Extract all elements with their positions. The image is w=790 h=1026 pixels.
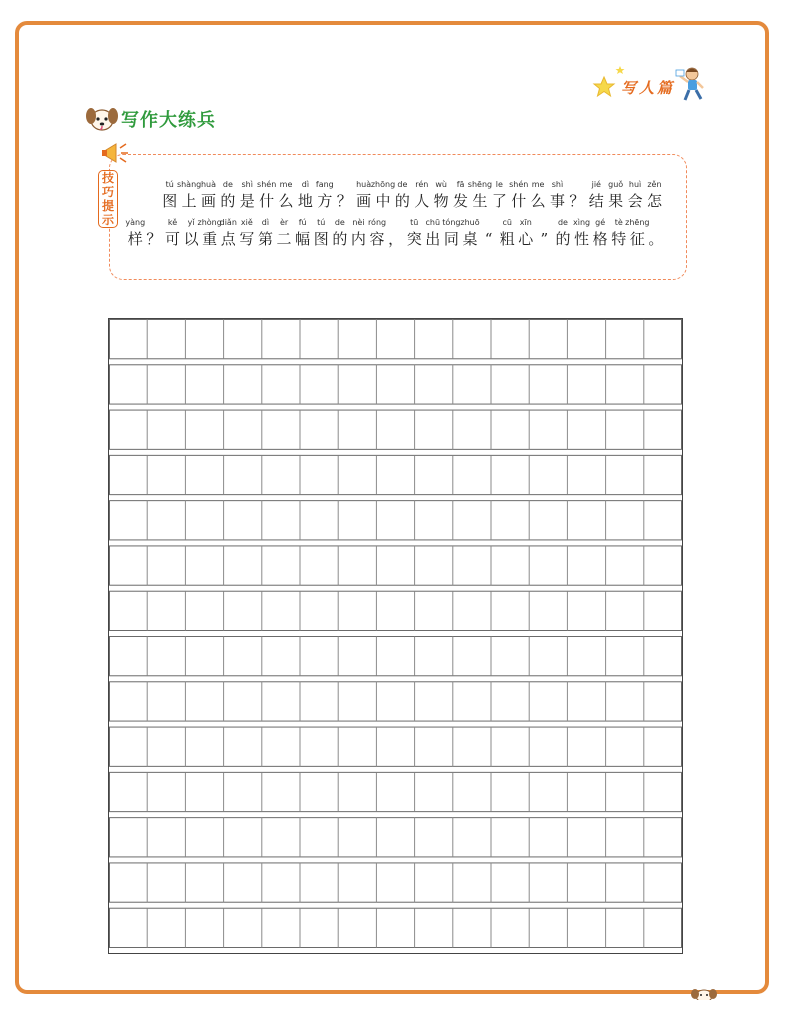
hanzi-text: 果	[608, 192, 624, 210]
hanzi-text: 画	[356, 192, 372, 210]
writing-grid	[108, 318, 683, 954]
pinyin-text: tè	[614, 218, 623, 227]
pinyin-text: èr	[279, 218, 289, 227]
hanzi-text: 物	[433, 192, 449, 210]
pinyin-text: huà	[200, 180, 216, 189]
hanzi-text: 了	[491, 192, 507, 210]
pinyin-cell	[606, 179, 625, 211]
pinyin-text: rén	[415, 180, 429, 189]
pinyin-cell	[625, 217, 650, 249]
tip-label-char: 技	[101, 171, 114, 185]
hanzi-text: 什	[259, 192, 275, 210]
pinyin-text: dì	[301, 180, 310, 189]
hanzi-text: 突	[406, 230, 422, 248]
writing-grid-row	[110, 863, 682, 902]
pinyin-text: huà	[356, 180, 372, 189]
hanzi-text: “	[484, 230, 493, 248]
pinyin-cell	[386, 217, 405, 249]
writing-grid-row	[110, 320, 682, 359]
hanzi-text: 什	[511, 192, 527, 210]
pinyin-cell	[498, 217, 517, 249]
hanzi-text: 画	[200, 192, 216, 210]
writing-grid-row	[110, 637, 682, 676]
hanzi-text: 中	[375, 192, 391, 210]
pinyin-text: de	[397, 180, 408, 189]
pinyin-cell	[516, 217, 535, 249]
pinyin-cell	[412, 179, 431, 211]
hanzi-text: 么	[278, 192, 294, 210]
tip-label-char: 示	[101, 213, 114, 227]
pinyin-text: shì	[241, 180, 253, 189]
tip-label-char: 巧	[101, 185, 114, 199]
hanzi-text: 性	[574, 230, 590, 248]
hanzi-text: ？	[336, 192, 352, 210]
pinyin-cell	[257, 179, 276, 211]
pinyin-cell	[645, 179, 664, 211]
pinyin-text: guǒ	[608, 180, 624, 189]
pinyin-text: yǐ	[187, 218, 195, 227]
writing-grid-row	[110, 410, 682, 449]
pinyin-cell	[238, 217, 257, 249]
pinyin-text: shén	[257, 180, 277, 189]
pinyin-cell	[349, 217, 368, 249]
pinyin-text: xīn	[519, 218, 532, 227]
pinyin-text: me	[279, 180, 293, 189]
pinyin-text: de	[557, 218, 568, 227]
pinyin-text: le	[495, 180, 503, 189]
pinyin-cell	[461, 217, 480, 249]
pinyin-cell	[647, 217, 666, 249]
pinyin-cell	[256, 217, 275, 249]
hanzi-text: 的	[394, 192, 410, 210]
pinyin-text: zhòng	[197, 218, 222, 227]
hanzi-text: 的	[332, 230, 348, 248]
hanzi-text: 容	[369, 230, 385, 248]
hanzi-text: 人	[414, 192, 430, 210]
pinyin-cell	[625, 179, 644, 211]
pinyin-cell	[275, 217, 294, 249]
pinyin-text: de	[334, 218, 345, 227]
pinyin-cell	[145, 217, 164, 249]
pinyin-cell	[548, 179, 567, 211]
pinyin-cell	[393, 179, 412, 211]
pinyin-text: fú	[298, 218, 307, 227]
pinyin-text: fā	[456, 180, 465, 189]
hanzi-text: 以	[183, 230, 199, 248]
hanzi-text: 心	[518, 230, 534, 248]
pinyin-text: xiě	[240, 218, 253, 227]
hanzi-text: ？	[146, 230, 162, 248]
pinyin-text: jié	[591, 180, 601, 189]
hanzi-text: 发	[453, 192, 469, 210]
pinyin-text: me	[531, 180, 545, 189]
hanzi-text: 么	[530, 192, 546, 210]
hanzi-text: 格	[592, 230, 608, 248]
hanzi-text: 上	[181, 192, 197, 210]
pinyin-text: xìng	[572, 218, 591, 227]
puppy-icon	[84, 104, 120, 134]
hanzi-text: ？	[569, 192, 585, 210]
megaphone-icon	[100, 140, 134, 166]
pinyin-text: nèi	[352, 218, 365, 227]
pinyin-cell	[405, 217, 424, 249]
hanzi-text: 重	[202, 230, 218, 248]
hanzi-text: 二	[276, 230, 292, 248]
pinyin-cell	[176, 179, 202, 211]
pinyin-cell	[490, 179, 509, 211]
tip-text-line-2	[126, 217, 665, 249]
pinyin-text: tú	[317, 218, 326, 227]
hanzi-text: 方	[317, 192, 333, 210]
pinyin-text: zhōng	[370, 180, 396, 189]
pinyin-cell	[554, 217, 573, 249]
pinyin-cell	[238, 179, 257, 211]
pinyin-cell	[467, 179, 493, 211]
hanzi-text: 桌	[462, 230, 478, 248]
hanzi-text: 事	[550, 192, 566, 210]
pinyin-text: tū	[410, 218, 419, 227]
pinyin-text: fang	[315, 180, 334, 189]
writing-grid-row	[110, 455, 682, 494]
tip-text-line-1	[160, 179, 664, 211]
pinyin-cell	[219, 217, 238, 249]
pinyin-text: cū	[502, 218, 512, 227]
pinyin-text: diǎn	[219, 218, 237, 227]
writing-grid-canvas	[109, 319, 682, 953]
writing-grid-row	[110, 591, 682, 630]
pinyin-text: wù	[435, 180, 447, 189]
pinyin-text: róng	[367, 218, 387, 227]
pinyin-cell	[567, 179, 586, 211]
pinyin-text: de	[222, 180, 233, 189]
hanzi-text: 写	[239, 230, 255, 248]
hanzi-text: 同	[443, 230, 459, 248]
star-icon	[594, 66, 625, 96]
pinyin-cell	[370, 179, 396, 211]
hanzi-text: 会	[627, 192, 643, 210]
hanzi-text: 怎	[646, 192, 662, 210]
pinyin-cell	[331, 217, 350, 249]
pinyin-text: zěn	[647, 180, 662, 189]
hanzi-text: 的	[220, 192, 236, 210]
writing-grid-row	[110, 682, 682, 721]
pinyin-cell	[163, 217, 182, 249]
pinyin-text: tú	[165, 180, 174, 189]
hanzi-text: 图	[313, 230, 329, 248]
hanzi-text: 样	[127, 230, 143, 248]
pinyin-text: shàng	[176, 180, 202, 189]
hanzi-text: 点	[220, 230, 236, 248]
hanzi-text: 是	[239, 192, 255, 210]
hanzi-text: 特	[611, 230, 627, 248]
pinyin-cell	[572, 217, 591, 249]
hanzi-text: 结	[588, 192, 604, 210]
running-child-icon	[676, 68, 703, 100]
pinyin-text: shén	[509, 180, 529, 189]
pinyin-text: yàng	[125, 218, 146, 227]
pinyin-text: zhēng	[625, 218, 650, 227]
writing-grid-row	[110, 908, 682, 947]
hanzi-text: 地	[297, 192, 313, 210]
section-title: 写作大练兵	[121, 110, 216, 131]
pinyin-text: kě	[167, 218, 178, 227]
hanzi-text: 可	[164, 230, 180, 248]
pinyin-cell	[535, 217, 554, 249]
pinyin-cell	[509, 179, 528, 211]
pinyin-cell	[442, 217, 461, 249]
puppy-face-icon	[690, 986, 718, 1000]
hanzi-text: ”	[540, 230, 549, 248]
pinyin-cell	[293, 217, 312, 249]
hanzi-text: 征	[629, 230, 645, 248]
pinyin-cell	[296, 179, 315, 211]
pinyin-text: zhuō	[460, 218, 480, 227]
pinyin-cell	[431, 179, 450, 211]
hanzi-text: 生	[472, 192, 488, 210]
pinyin-text: chū	[425, 218, 441, 227]
writing-grid-row	[110, 818, 682, 857]
pinyin-text: shì	[551, 180, 564, 189]
pinyin-text: huì	[628, 180, 642, 189]
hanzi-text: 出	[425, 230, 441, 248]
pinyin-cell	[335, 179, 354, 211]
pinyin-cell	[197, 217, 222, 249]
badge-label: 写人篇	[621, 79, 676, 97]
writing-grid-row	[110, 727, 682, 766]
pinyin-cell	[424, 217, 443, 249]
pinyin-cell	[218, 179, 237, 211]
pinyin-cell	[479, 217, 498, 249]
pinyin-cell	[276, 179, 295, 211]
pinyin-cell	[315, 179, 334, 211]
hanzi-text: 内	[350, 230, 366, 248]
hanzi-text: 粗	[499, 230, 515, 248]
hanzi-text: ，	[388, 230, 404, 248]
tip-label	[98, 170, 118, 228]
pinyin-cell	[368, 217, 387, 249]
hanzi-text: 幅	[295, 230, 311, 248]
pinyin-text: tóng	[442, 218, 461, 227]
hanzi-text: 的	[555, 230, 571, 248]
writing-grid-row	[110, 365, 682, 404]
pinyin-text: shēng	[467, 180, 493, 189]
writing-grid-row	[110, 501, 682, 540]
pinyin-cell	[126, 217, 145, 249]
pinyin-cell	[587, 179, 606, 211]
hanzi-text: 。	[648, 230, 664, 248]
pinyin-text: dì	[261, 218, 270, 227]
writing-grid-row	[110, 772, 682, 811]
pinyin-cell	[312, 217, 331, 249]
tip-label-char: 提	[101, 199, 114, 213]
pinyin-text: gé	[595, 218, 606, 227]
pinyin-cell	[199, 179, 218, 211]
pinyin-cell	[528, 179, 547, 211]
writing-grid-row	[110, 546, 682, 585]
pinyin-cell	[591, 217, 610, 249]
hanzi-text: 图	[162, 192, 178, 210]
hanzi-text: 第	[257, 230, 273, 248]
